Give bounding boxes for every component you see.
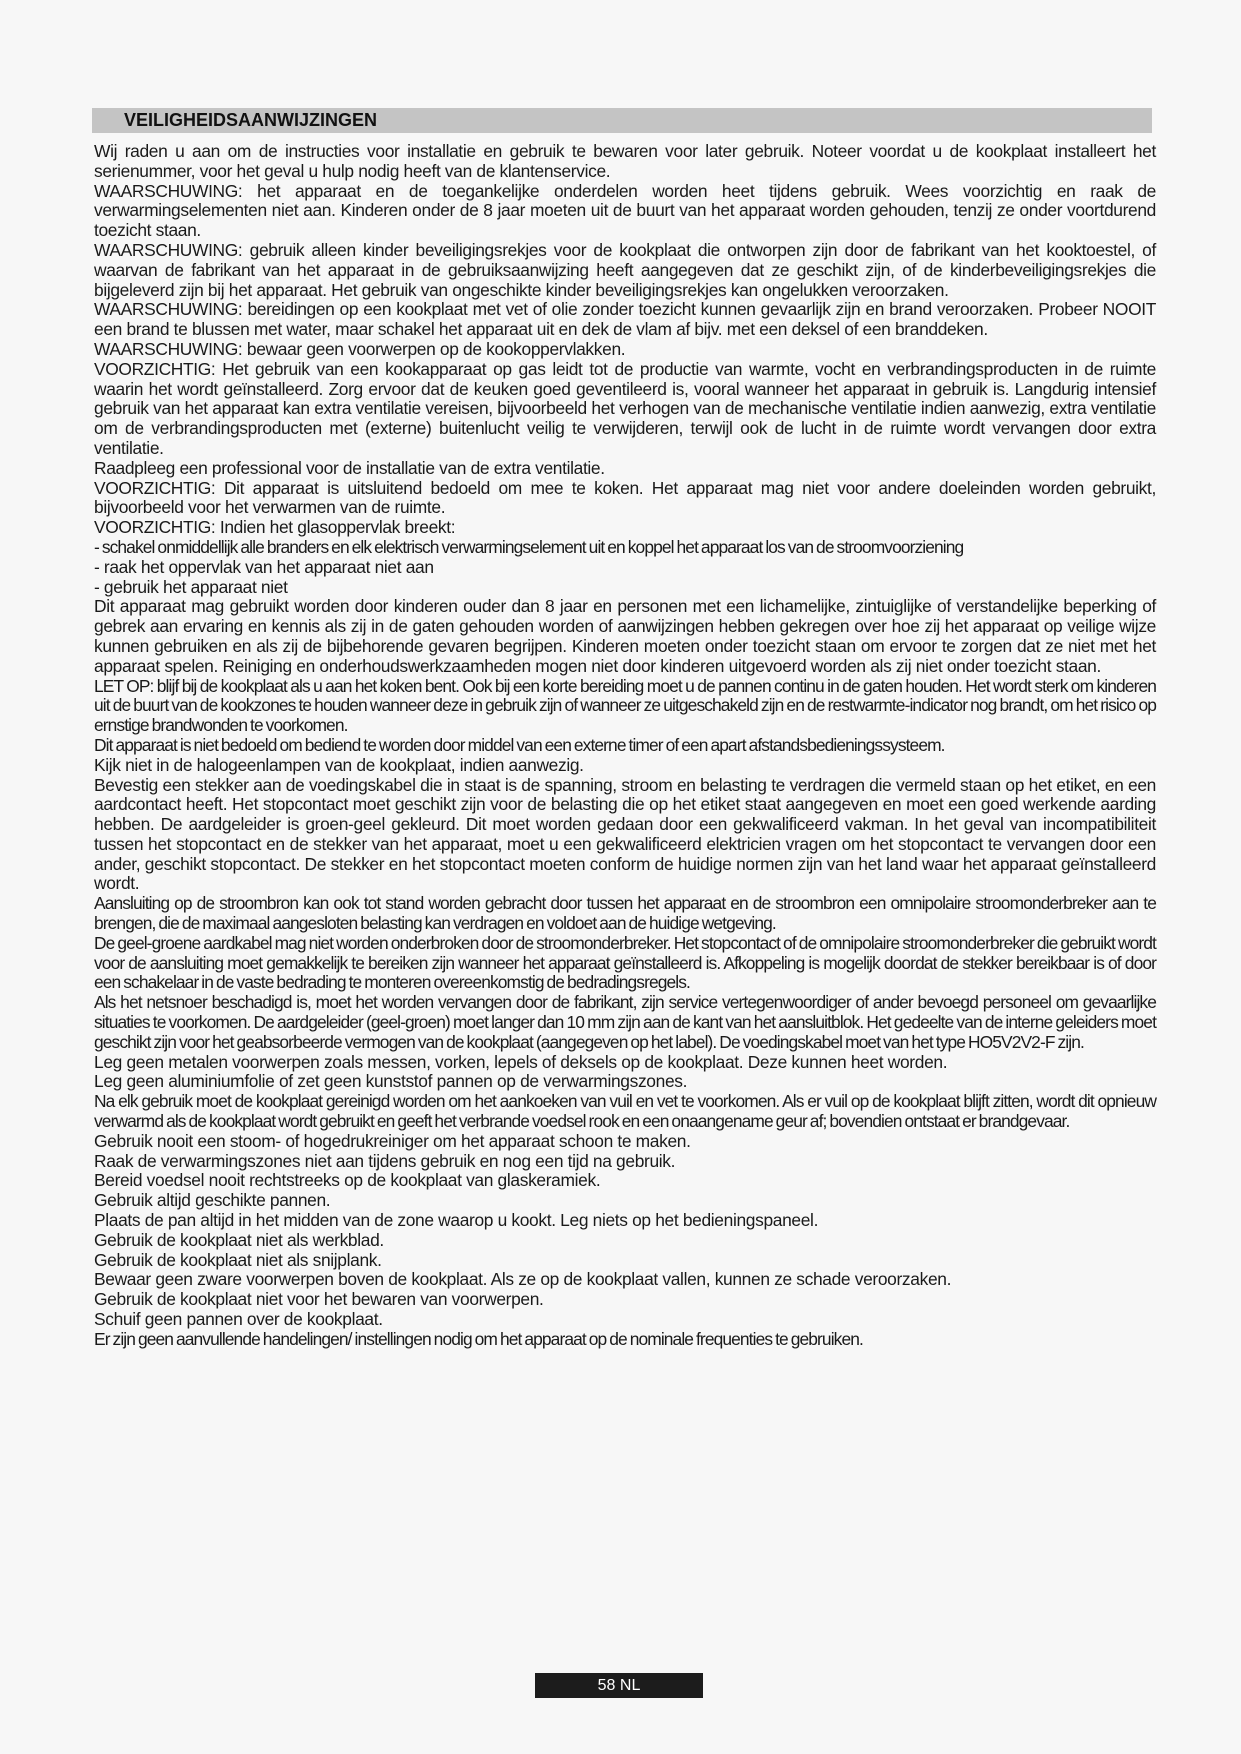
paragraph-warning-hot: WAARSCHUWING: het apparaat en de toegankelijke onderdelen worden heet tijdens gebruik. Wees voorzichtig en raak de verwarmingselementen niet aan. Kinderen onder de 8 jaar moeten uit de buurt van het apparaat worden gehouden, tenzij ze onder voortdurend toezicht staan. xyxy=(94,180,1156,241)
list-item: Gebruik de kookplaat niet als snijplank. xyxy=(94,1249,382,1270)
list-item: - gebruik het apparaat niet xyxy=(94,576,288,597)
list-item: Schuif geen pannen over de kookplaat. xyxy=(94,1309,383,1330)
list-item: Bereid voedsel nooit rechtstreeks op de kookplaat van glaskeramiek. xyxy=(94,1170,601,1191)
paragraph-caution-gas: VOORZICHTIG: Het gebruik van een kookapparaat op gas leidt tot de productie van warmte, vocht en verbrandingsproducten in de ruimte waarin het wordt geïnstalleerd. Zorg ervoor dat de keuken goed geventileerd is, vooral wanneer het apparaat in gebruik is. Langdurig intensief gebruik van het apparaat kan extra ventilatie vereisen, bijvoorbeeld het verhogen van de mechanische ventilatie indien aanwezig, extra ventilatie om de verbrandingsproducten met (externe) buitenlucht veilig te verwijderen, terwijl ook de lucht in de ruimte wordt vervangen door extra ventilatie. xyxy=(94,358,1156,458)
paragraph-earth-cable: De geel-groene aardkabel mag niet worden onderbroken door de stroomonderbreker. Het stopcontact of de omnipolaire stroomonderbreker die gebruikt wordt voor de aansluiting moet gemakkelijk te bereiken zijn wanneer het apparaat geïnstalleerd is. Afkoppeling is mogelijk doordat de stekker bereikbaar is of door een schakelaar in de vaste bedrading te monteren overeenkomstig de bedradingsregels. xyxy=(94,932,1156,993)
paragraph-halogen: Kijk niet in de halogeenlampen van de kookplaat, indien aanwezig. xyxy=(94,754,584,775)
list-item: Raak de verwarmingszones niet aan tijdens gebruik en nog een tijd na gebruik. xyxy=(94,1150,676,1171)
paragraph-caution-glass: VOORZICHTIG: Indien het glasoppervlak breekt: xyxy=(94,517,456,538)
paragraph-let-op: LET OP: blijf bij de kookplaat als u aan het koken bent. Ook bij een korte bereiding moet u de pannen continu in de gaten houden. Het wordt sterk om kinderen uit de buurt van de kookzones te houden wanneer deze in gebruik zijn of wanneer ze uitgeschakeld zijn en de restwarmte-indicator nog brandt, om het risico op ernstige brandwonden te voorkomen. xyxy=(94,675,1156,736)
page-number: 58 NL xyxy=(535,1673,703,1698)
paragraph-intro: Wij raden u aan om de instructies voor installatie en gebruik te bewaren voor later gebruik. Noteer voordat u de kookplaat installeert het serienummer, voor het geval u hulp nodig heeft van de klantenservice. xyxy=(94,141,1156,181)
list-item: - raak het oppervlak van het apparaat niet aan xyxy=(94,556,434,577)
list-item: Gebruik de kookplaat niet als werkblad. xyxy=(94,1229,384,1250)
paragraph-metal-objects: Leg geen metalen voorwerpen zoals messen, vorken, lepels of deksels op de kookplaat. Deze kunnen heet worden. xyxy=(94,1051,948,1072)
paragraph-warning-guards: WAARSCHUWING: gebruik alleen kinder beveiligingsrekjes voor de kookplaat die ontworpen zijn door de fabrikant van het kooktoestel, of waarvan de fabrikant van het apparaat in de gebruiksaanwijzing heeft aangegeven dat ze geschikt zijn, of de kinderbeveiligingsrekjes die bijgeleverd zijn bij het apparaat. Het gebruik van ongeschikte kinder beveiligingsrekjes kan ongelukken veroorzaken. xyxy=(94,239,1156,300)
paragraph-caution-cooking-only: VOORZICHTIG: Dit apparaat is uitsluitend bedoeld om mee te koken. Het apparaat mag niet voor andere doeleinden worden gebruikt, bijvoorbeeld voor het verwarmen van de ruimte. xyxy=(94,477,1156,518)
list-item: Bewaar geen zware voorwerpen boven de kookplaat. Als ze op de kookplaat vallen, kunnen ze schade veroorzaken. xyxy=(94,1269,952,1290)
paragraph-warning-storage: WAARSCHUWING: bewaar geen voorwerpen op de kookoppervlakken. xyxy=(94,338,626,359)
paragraph-aluminium-foil: Leg geen aluminiumfolie of zet geen kunststof pannen op de verwarmingszones. xyxy=(94,1071,688,1092)
section-title: VEILIGHEIDSAANWIJZINGEN xyxy=(92,108,1152,133)
list-item: Gebruik nooit een stoom- of hogedrukreiniger om het apparaat schoon te maken. xyxy=(94,1130,691,1151)
safety-instructions-body xyxy=(94,142,1156,1350)
paragraph-plug: Bevestig een stekker aan de voedingskabel die in staat is de spanning, stroom en belasting te verdragen die vermeld staan op het etiket, en een aardcontact heeft. Het stopcontact moet geschikt zijn voor de belasting die op het etiket staat aangegeven en moet een goed werkende aarding hebben. De aardgeleider is groen-geel gekleurd. Dit moet worden gedaan door een gekwalificeerd vakman. In het geval van incompatibiliteit tussen het stopcontact en de stekker van het apparaat, moet u een gekwalificeerd elektricien vragen om het stopcontact te vervangen door een ander, geschikt stopcontact. De stekker en het stopcontact moeten conform de huidige normen zijn van het land waar het apparaat geïnstalleerd wordt. xyxy=(94,774,1156,894)
paragraph-warning-fire: WAARSCHUWING: bereidingen op een kookplaat met vet of olie zonder toezicht kunnen gevaarlijk zijn en brand veroorzaken. Probeer NOOIT een brand te blussen met water, maar schakel het apparaat uit en dek de vlam af bijv. met een deksel of een branddeken. xyxy=(94,299,1156,340)
list-item: Gebruik de kookplaat niet voor het bewaren van voorwerpen. xyxy=(94,1289,544,1310)
paragraph-power-cord: Als het netsnoer beschadigd is, moet het worden vervangen door de fabrikant, zijn service vertegenwoordiger of ander bevoegd personeel om gevaarlijke situaties te voorkomen. De aardgeleider (geel-groen) moet langer dan 10 mm zijn aan de kant van het aansluitblok. Het gedeelte van de interne geleiders moet geschikt zijn voor het geabsorbeerde vermogen van de kookplaat (aangegeven op het label). De voedingskabel moet van het type HO5V2V2-F zijn. xyxy=(94,992,1156,1052)
paragraph-children: Dit apparaat mag gebruikt worden door kinderen ouder dan 8 jaar en personen met een lichamelijke, zintuiglijke of verstandelijke beperking of gebrek aan ervaring en kennis als zij in de gaten gehouden worden of aanwijzingen hebben gekregen over hoe zij het apparaat op veilige wijze kunnen gebruiken en als zij de bijbehorende gevaren begrijpen. Kinderen moeten onder toezicht staan om ervoor te zorgen dat ze niet met het apparaat spelen. Reiniging en onderhoudswerkzaamheden mogen niet door kinderen uitgevoerd worden als zij niet onder toezicht staan. xyxy=(94,596,1156,676)
paragraph-frequencies: Er zijn geen aanvullende handelingen/ instellingen nodig om het apparaat op de nominale frequenties te gebruiken. xyxy=(94,1328,863,1349)
paragraph-circuit-breaker: Aansluiting op de stroombron kan ook tot stand worden gebracht door tussen het apparaat en de stroombron een omnipolaire stroomonderbreker aan te brengen, die de maximaal aangesloten belasting kan verdragen en voldoet aan de huidige wetgeving. xyxy=(94,893,1156,934)
paragraph-cleaning: Na elk gebruik moet de kookplaat gereinigd worden om het aankoeken van vuil en vet te voorkomen. Als er vuil op de kookplaat blijft zitten, wordt dit opnieuw verwarmd als de kookplaat wordt gebruikt en geeft het verbrande voedsel rook en een onaangename geur af; bovendien ontstaat er brandgevaar. xyxy=(94,1091,1156,1132)
paragraph-timer: Dit apparaat is niet bedoeld om bediend te worden door middel van een externe timer of een apart afstandsbedieningssysteem. xyxy=(94,734,945,755)
list-item: Plaats de pan altijd in het midden van de zone waarop u kookt. Leg niets op het bedieningspaneel. xyxy=(94,1210,819,1231)
list-item: - schakel onmiddellijk alle branders en elk elektrisch verwarmingselement uit en koppel het apparaat los van de stroomvoorziening xyxy=(94,536,964,557)
list-item: Gebruik altijd geschikte pannen. xyxy=(94,1190,331,1211)
paragraph-ventilation: Raadpleeg een professional voor de installatie van de extra ventilatie. xyxy=(94,457,605,478)
